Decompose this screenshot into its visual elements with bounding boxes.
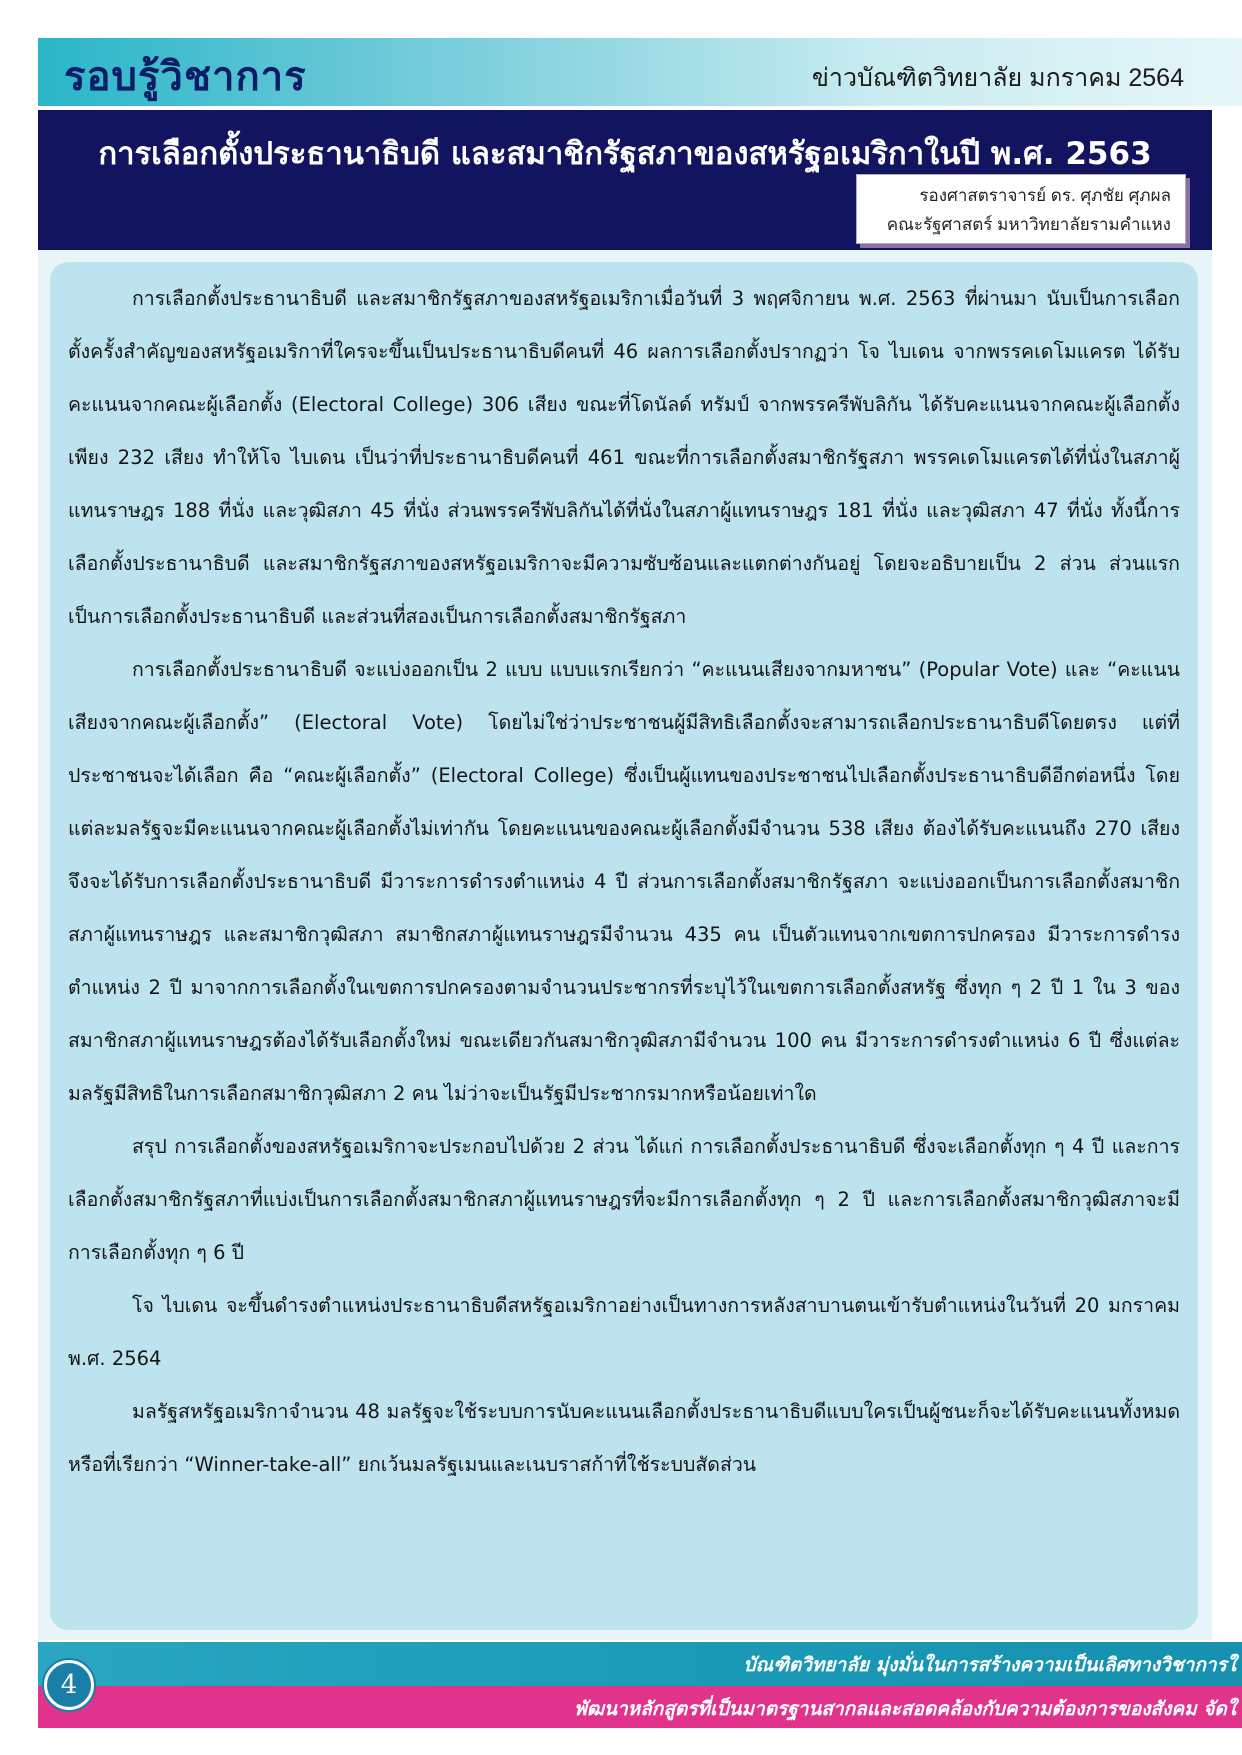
paragraph: การเลือกตั้งประธานาธิบดี จะแบ่งออกเป็น 2 แบบ แบบแรกเรียกว่า “คะแนนเสียงจากมหาชน” (Popular Vote) และ “คะแนนเสียงจากคณะผู้เลือกตั้ง” (Electoral Vote) โดยไม่ใช่ว่าประชาชนผู้มีสิทธิเลือกตั้งจะสามารถเลือกประธานาธิบดีโดยตรง แต่ที่ประชาชนจะได้เลือก คือ “คณะผู้เลือกตั้ง” (Electoral College) ซึ่งเป็นผู้แทนของประชาชนไปเลือกตั้งประธานาธิบดีอีกต่อหนึ่ง โดยแต่ละมลรัฐจะมีคะแนนจากคณะผู้เลือกตั้งไม่เท่ากัน โดยคะแนนของคณะผู้เลือกตั้งมีจำนวน 538 เสียง ต้องได้รับคะแนนถึง 270 เสียง จึงจะได้รับการเลือกตั้งประธานาธิบดี มีวาระการดำรงตำแหน่ง 4 ปี ส่วนการเลือกตั้งสมาชิกรัฐสภา จะแบ่งออกเป็นการเลือกตั้งสมาชิกสภาผู้แทนราษฎร และสมาชิกวุฒิสภา สมาชิกสภาผู้แทนราษฎรมีจำนวน 435 คน เป็นตัวแทนจากเขตการปกครอง มีวาระการดำรงตำแหน่ง 2 ปี มาจากการเลือกตั้งในเขตการปกครองตามจำนวนประชากรที่ระบุไว้ในเขตการเลือกตั้งสหรัฐ ซึ่งทุก ๆ 2 ปี 1 ใน 3 ของสมาชิกสภาผู้แทนราษฎรต้องได้รับเลือกตั้งใหม่ ขณะเดียวกันสมาชิกวุฒิสภามีจำนวน 100 คน มีวาระการดำรงตำแหน่ง 6 ปี ซึ่งแต่ละมลรัฐมีสิทธิในการเลือกสมาชิกวุฒิสภา 2 คน ไม่ว่าจะเป็นรัฐมีประชากรมากหรือน้อยเท่าใด [68, 658, 1180, 1105]
page-number: 4 [44, 1660, 94, 1710]
paragraph: สรุป การเลือกตั้งของสหรัฐอเมริกาจะประกอบไปด้วย 2 ส่วน ได้แก่ การเลือกตั้งประธานาธิบดี ซึ่งจะเลือกตั้งทุก ๆ 4 ปี และการเลือกตั้งสมาชิกรัฐสภาที่แบ่งเป็นการเลือกตั้งสมาชิกสภาผู้แทนราษฎรที่จะมีการเลือกตั้งทุก ๆ 2 ปี และการเลือกตั้งสมาชิกวุฒิสภาจะมีการเลือกตั้งทุก ๆ 6 ปี [68, 1135, 1180, 1264]
author-affiliation: คณะรัฐศาสตร์ มหาวิทยาลัยรามคำแหง [886, 215, 1171, 234]
paragraph: การเลือกตั้งประธานาธิบดี และสมาชิกรัฐสภาของสหรัฐอเมริกาเมื่อวันที่ 3 พฤศจิกายน พ.ศ. 2563 ที่ผ่านมา นับเป็นการเลือกตั้งครั้งสำคัญของสหรัฐอเมริกาที่ใครจะขึ้นเป็นประธานาธิบดีคนที่ 46 ผลการเลือกตั้งปรากฏว่า โจ ไบเดน จากพรรคเดโมแครต ได้รับคะแนนจากคณะผู้เลือกตั้ง (Electoral College) 306 เสียง ขณะที่โดนัลด์ ทรัมป์ จากพรรครีพับลิกัน ได้รับคะแนนจากคณะผู้เลือกตั้งเพียง 232 เสียง ทำให้โจ ไบเดน เป็นว่าที่ประธานาธิบดีคนที่ 461 ขณะที่การเลือกตั้งสมาชิกรัฐสภา พรรคเดโมแครตได้ที่นั่งในสภาผู้แทนราษฎร 188 ที่นั่ง และวุฒิสภา 45 ที่นั่ง ส่วนพรรครีพับลิกันได้ที่นั่งในสภาผู้แทนราษฎร 181 ที่นั่ง และวุฒิสภา 47 ที่นั่ง ทั้งนี้การเลือกตั้งประธานาธิบดี และสมาชิกรัฐสภาของสหรัฐอเมริกาจะมีความซับซ้อนและแตกต่างกันอยู่ โดยจะอธิบายเป็น 2 ส่วน ส่วนแรกเป็นการเลือกตั้งประธานาธิบดี และส่วนที่สองเป็นการเลือกตั้งสมาชิกรัฐสภา [68, 287, 1180, 628]
footer-band-teal [38, 1642, 1242, 1686]
title-band [38, 110, 1212, 250]
bottom-wave [0, 1728, 1242, 1755]
footer-slogan-2: พัฒนาหลักสูตรที่เป็นมาตรฐานสากลและสอดคล้องกับความต้องการของสังคม จัดใ [574, 1698, 1236, 1720]
issue-line: ข่าวบัณฑิตวิทยาลัย มกราคม 2564 [811, 64, 1184, 92]
article-body [68, 272, 1180, 1491]
paragraph: มลรัฐสหรัฐอเมริกาจำนวน 48 มลรัฐจะใช้ระบบการนับคะแนนเลือกตั้งประธานาธิบดีแบบใครเป็นผู้ชนะก็จะได้รับคะแนนทั้งหมด หรือที่เรียกว่า “Winner-take-all” ยกเว้นมลรัฐเมนและเนบราสก้าที่ใช้ระบบสัดส่วน [68, 1400, 1180, 1476]
author-name: รองศาสตราจารย์ ดร. ศุภชัย ศุภผล [919, 186, 1171, 205]
footer-band-pink [38, 1686, 1242, 1730]
author-box [856, 174, 1186, 244]
article-title: การเลือกตั้งประธานาธิบดี และสมาชิกรัฐสภาของสหรัฐอเมริกาในปี พ.ศ. 2563 [98, 136, 1152, 172]
column-title: รอบรู้วิชาการ [64, 54, 307, 100]
footer-slogan-1: บัณฑิตวิทยาลัย มุ่งมั่นในการสร้างความเป็นเลิศทางวิชาการใ [743, 1654, 1236, 1676]
paragraph: โจ ไบเดน จะขึ้นดำรงตำแหน่งประธานาธิบดีสหรัฐอเมริกาอย่างเป็นทางการหลังสาบานตนเข้ารับตำแหน่งในวันที่ 20 มกราคม พ.ศ. 2564 [68, 1294, 1180, 1370]
